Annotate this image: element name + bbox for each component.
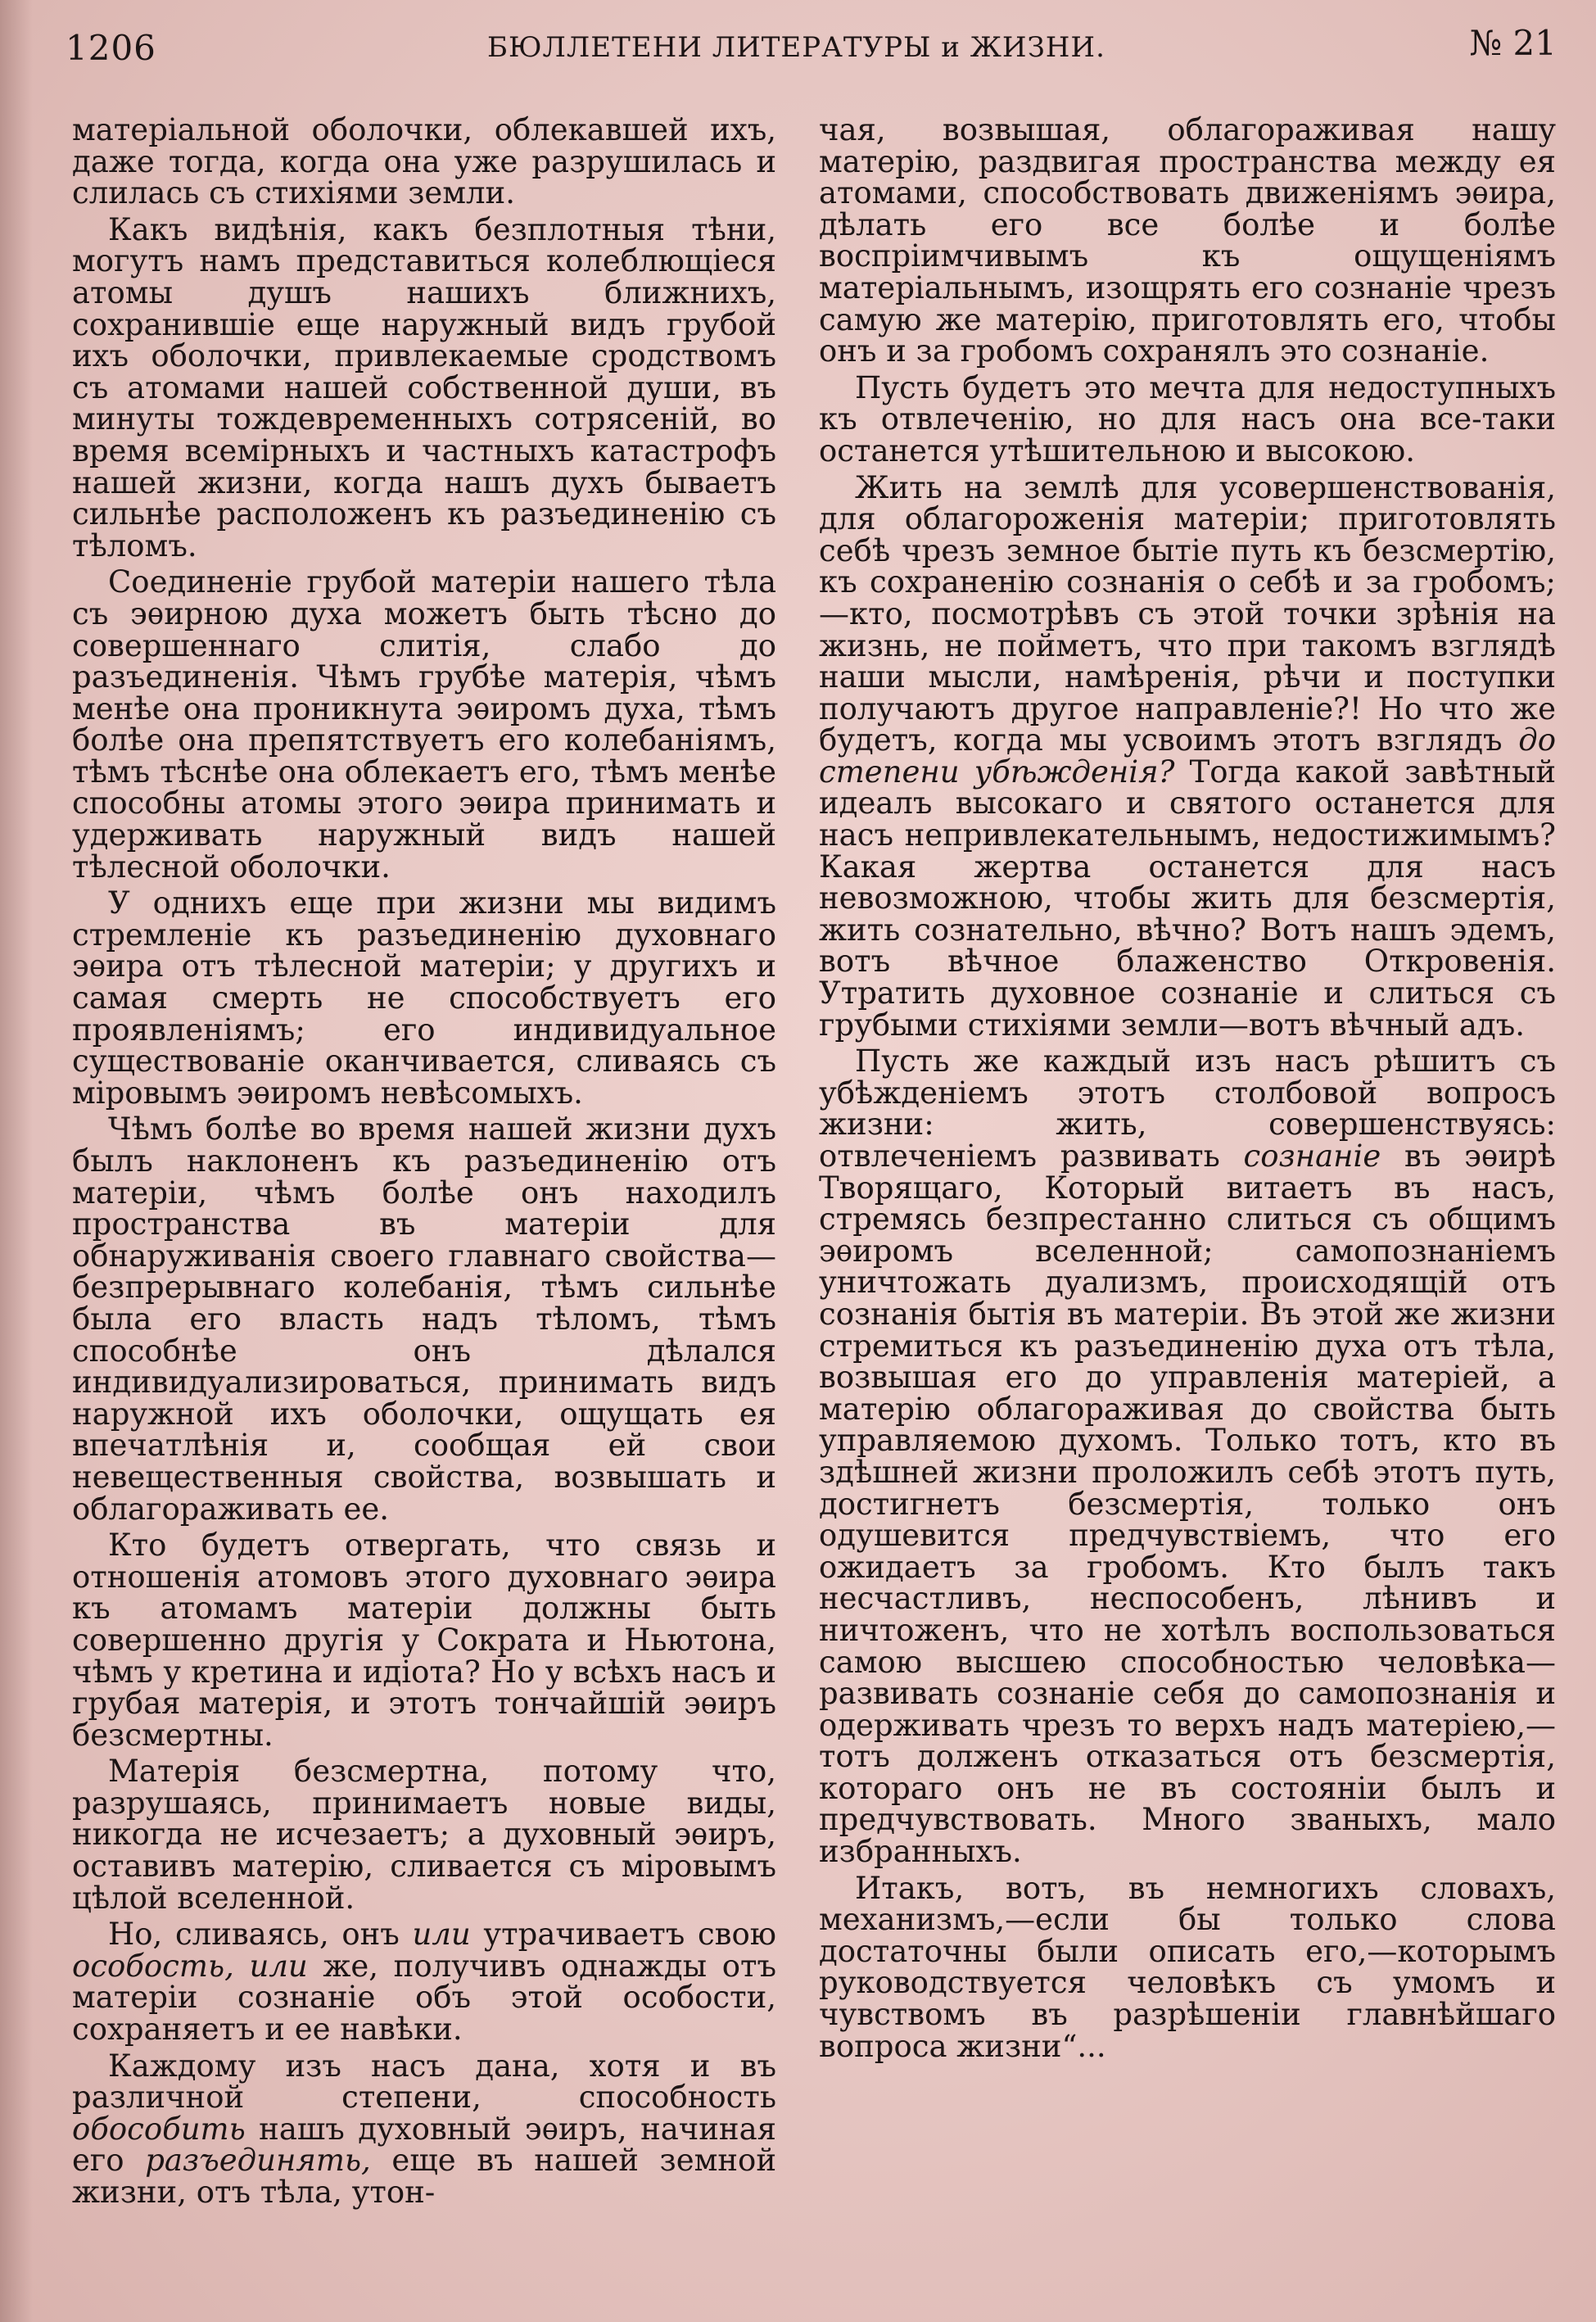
text-run: нашъ духовный эѳиръ, начиная его bbox=[72, 2111, 776, 2179]
paragraph: Итакъ, вотъ, въ немногихъ словахъ, механизмъ,—если бы только слова достаточны были описать его,—которымъ руководствуется человѣкъ съ умомъ и чувствомъ въ разрѣшеніи главнѣйшаго вопроса жизни“... bbox=[819, 1870, 1556, 2064]
paragraph: Матерія безсмертна, потому что, разрушаясь, принимаетъ новые виды, никогда не исчезаетъ; а духовный эѳиръ, оставивъ матерію, сливается съ міровымъ цѣлой вселенной. bbox=[72, 1754, 776, 1916]
text-run: утрачиваетъ свою bbox=[470, 1917, 776, 1953]
paragraph bbox=[72, 1917, 776, 2048]
paragraph: У однихъ еще при жизни мы видимъ стремленіе къ разъединенію духовнаго эѳира отъ тѣлесной матеріи; у другихъ и самая смерть не способствуетъ его проявленіямъ; его индивидуальное существованіе оканчивается, сливаясь съ міровымъ эѳиромъ невѣсомыхъ. bbox=[72, 885, 776, 1111]
italic-run: обособить bbox=[72, 2111, 246, 2147]
italic-run: до степени убѣжденія? bbox=[819, 722, 1556, 790]
left-column bbox=[72, 112, 776, 2214]
text-run: Тогда какой завѣтный идеалъ высокаго и святого останется для насъ непривлекательнымъ, недостижимымъ? Какая жертва останется для насъ невозможною, чтобы жить для безсмертія, жить сознательно, вѣчно? Вотъ нашъ эдемъ, вотъ вѣчное блаженство Откровенія. Утратить духовное сознаніе и слиться съ грубыми стихіями земли—вотъ вѣчный адъ. bbox=[819, 754, 1556, 1043]
italic-run: сознаніе bbox=[1243, 1138, 1381, 1174]
paragraph: матеріальной оболочки, облекавшей ихъ, даже тогда, когда она уже разрушилась и слилась съ стихіями земли. bbox=[72, 112, 776, 211]
binding-shadow bbox=[0, 0, 33, 2322]
italic-run: или bbox=[412, 1917, 471, 1953]
right-column bbox=[819, 112, 1556, 2067]
italic-run: особость, или bbox=[72, 1948, 308, 1984]
paragraph: Соединеніе грубой матеріи нашего тѣла съ эѳирною духа можетъ быть тѣсно до совершеннаго слитія, слабо до разъединенія. Чѣмъ грубѣе матерія, чѣмъ менѣе она проникнута эѳиромъ духа, тѣмъ болѣе она препятствуетъ его колебаніямъ, тѣмъ тѣснѣе она облекаетъ его, тѣмъ менѣе способны атомы этого эѳира принимать и удерживать наружный видъ нашей тѣлесной оболочки. bbox=[72, 564, 776, 885]
paragraph bbox=[72, 2048, 776, 2210]
page-number: 1206 bbox=[66, 28, 156, 68]
paragraph bbox=[819, 469, 1556, 1043]
text-run: еще въ нашей земной жизни, отъ тѣла, утон- bbox=[72, 2143, 776, 2210]
italic-run: разъединять, bbox=[145, 2143, 371, 2179]
paragraph: Пусть будетъ это мечта для недоступныхъ къ отвлеченію, но для насъ она все-таки останется утѣшительною и высокою. bbox=[819, 369, 1556, 468]
issue-number: № 21 bbox=[1469, 23, 1557, 63]
text-run: Каждому изъ насъ дана, хотя и въ различной степени, способность bbox=[72, 2048, 776, 2116]
text-run: же, получивъ однажды отъ матеріи сознаніе объ этой особости, сохраняетъ и ее навѣки. bbox=[72, 1948, 776, 2048]
paragraph bbox=[819, 1043, 1556, 1870]
paragraph: Какъ видѣнія, какъ безплотныя тѣни, могутъ намъ представиться колеблющіеся атомы душъ нашихъ ближнихъ, сохранившіе еще наружный видъ грубой ихъ оболочки, привлекаемые сродствомъ съ атомами нашей собственной души, въ минуты тождевременныхъ сотрясеній, во время всемірныхъ и частныхъ катастрофъ нашей жизни, когда нашъ духъ бываетъ сильнѣе расположенъ къ разъединенію съ тѣломъ. bbox=[72, 211, 776, 564]
paragraph: Чѣмъ болѣе во время нашей жизни духъ былъ наклоненъ къ разъединенію отъ матеріи, чѣмъ болѣе онъ находилъ пространства въ матеріи для обнаруживанія своего главнаго свойства—безпрерывнаго колебанія, тѣмъ сильнѣе была его власть надъ тѣломъ, тѣмъ способнѣе онъ дѣлался индивидуализироваться, принимать видъ наружной ихъ оболочки, ощущать ея впечатлѣнія и, сообщая ей свои невещественныя свойства, возвышать и облагораживать ее. bbox=[72, 1111, 776, 1527]
text-run: въ эѳирѣ Творящаго, Который витаетъ въ насъ, стремясь безпрестанно слиться съ общимъ эѳиромъ вселенной; самопознаніемъ уничтожать дуализмъ, происходящій отъ сознанія бытія въ матеріи. Въ этой же жизни стремиться къ разъединенію духа отъ тѣла, возвышая его до управленія матеріей, а матерію облагораживая до свойства быть управляемою духомъ. Только тотъ, кто въ здѣшней жизни проложилъ себѣ этотъ путь, достигнетъ безсмертія, только онъ одушевится предчувствіемъ, что его ожидаетъ за гробомъ. Кто былъ такъ несчастливъ, неспособенъ, лѣнивъ и ничтоженъ, что не хотѣлъ воспользоваться самою высшею способностью человѣка—развивать сознаніе себя до самопознанія и одерживать чрезъ то верхъ надъ матеріею,—тотъ долженъ отказаться отъ безсмертія, котораго онъ не въ состояніи былъ и предчувствовать. Много званыхъ, мало избранныхъ. bbox=[819, 1138, 1556, 1870]
running-title: БЮЛЛЕТЕНИ ЛИТЕРАТУРЫ и ЖИЗНИ. bbox=[487, 31, 1105, 64]
paragraph: чая, возвышая, облагораживая нашу матерію, раздвигая пространства между ея атомами, способствовать движеніямъ эѳира, дѣлать его все болѣе и болѣе воспріимчивымъ къ ощущеніямъ матеріальнымъ, изощрять его сознаніе чрезъ самую же матерію, приготовлять его, чтобы онъ и за гробомъ сохранялъ это сознаніе. bbox=[819, 112, 1556, 369]
text-run: Но, сливаясь, онъ bbox=[108, 1917, 413, 1953]
page-header bbox=[66, 23, 1557, 77]
paragraph: Кто будетъ отвергать, что связь и отношенія атомовъ этого духовнаго эѳира къ атомамъ матеріи должны быть совершенно другія у Сократа и Ньютона, чѣмъ у кретина и идіота? Но у всѣхъ насъ и грубая матерія, и этотъ тончайшій эѳиръ безсмертны. bbox=[72, 1528, 776, 1753]
text-run: Жить на землѣ для усовершенствованія, для облагороженія матеріи; приготовлять себѣ чрезъ земное бытіе путь къ безсмертію, къ сохраненію сознанія о себѣ и за гробомъ;—кто, посмотрѣвъ съ этой точки зрѣнія на жизнь, не пойметъ, что при такомъ взглядѣ наши мысли, намѣренія, рѣчи и поступки получаютъ другое направленіе?! Но что же будетъ, когда мы усвоимъ этотъ взглядъ bbox=[819, 469, 1556, 758]
text-run: Пусть же каждый изъ насъ рѣшитъ съ убѣжденіемъ этотъ столбовой вопросъ жизни: жить, совершенствуясь: отвлеченіемъ развивать bbox=[819, 1043, 1556, 1174]
